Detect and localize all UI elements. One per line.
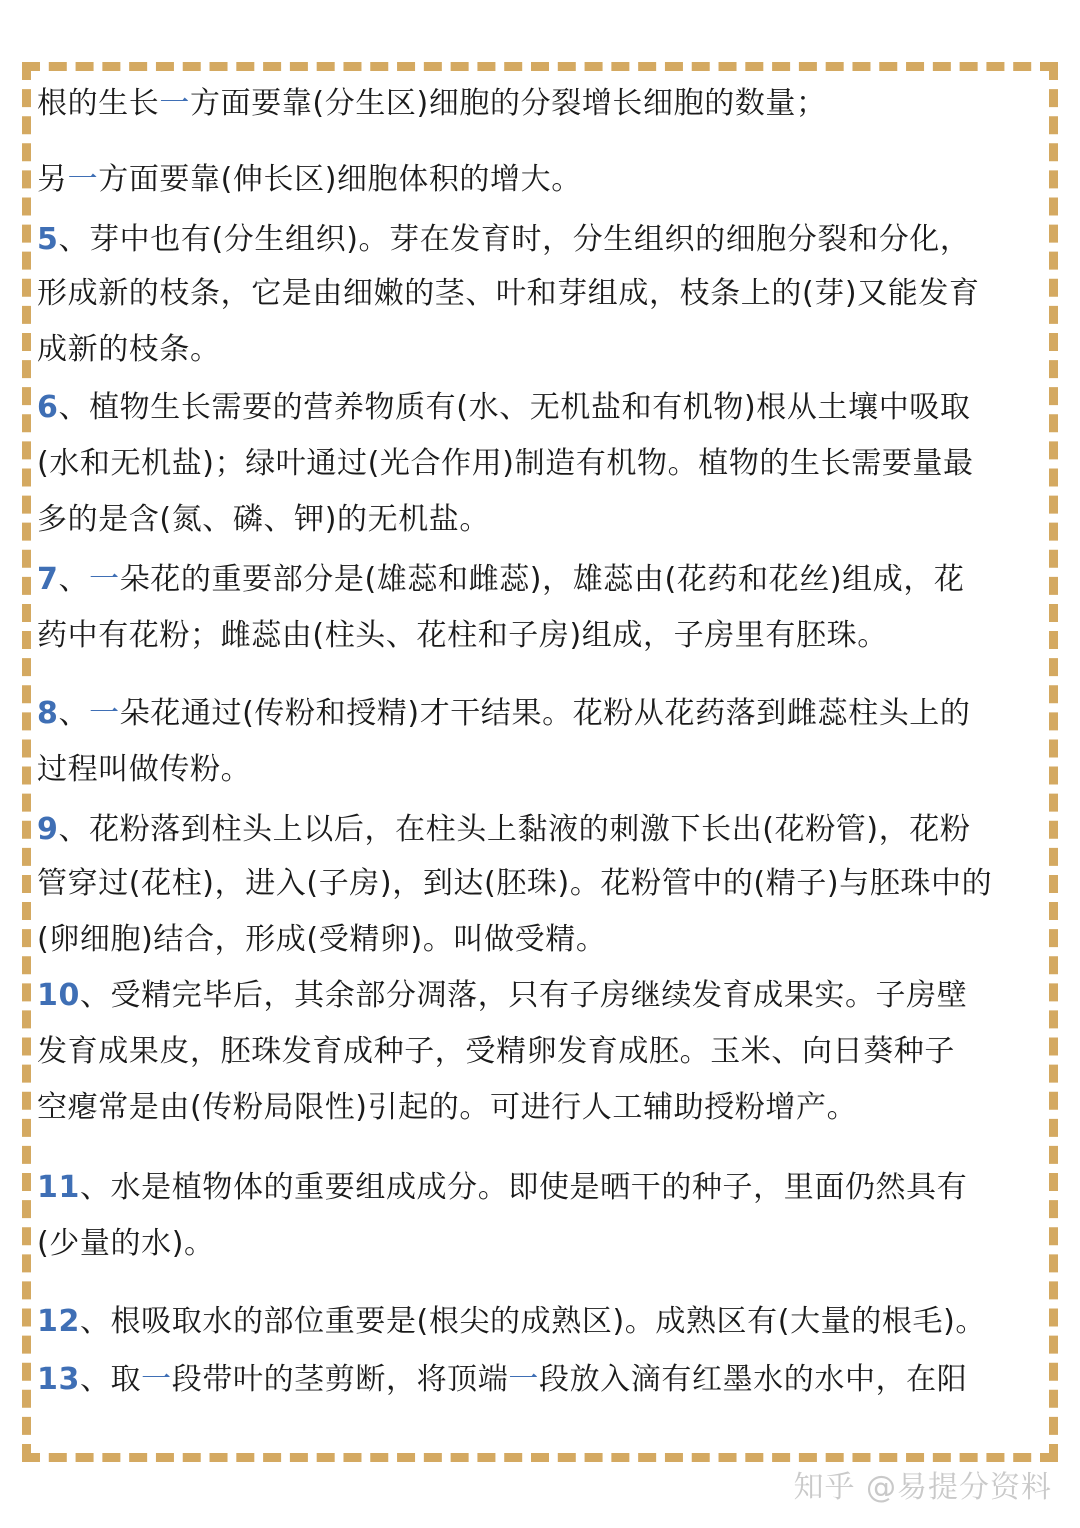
text-segment: 多的是含(氮、磷、钾)的无机盐。 xyxy=(37,502,491,537)
accent-dash: 一 xyxy=(89,696,120,731)
text-line xyxy=(37,1032,955,1072)
text-segment: 段带叶的茎剪断，将顶端 xyxy=(171,1362,509,1397)
text-segment: 成新的枝条。 xyxy=(37,332,221,367)
text-line xyxy=(37,1168,967,1208)
text-line xyxy=(37,1302,986,1342)
item-number: 10 xyxy=(37,978,80,1013)
text-line xyxy=(37,920,606,960)
text-segment: 、芽中也有(分生组织)。芽在发育时，分生组织的细胞分裂和分化， xyxy=(58,222,971,257)
text-segment: 药中有花粉；雌蕊由(柱头、花柱和子房)组成，子房里有胚珠。 xyxy=(37,618,888,653)
text-line xyxy=(37,976,967,1016)
text-segment: (水和无机盐)；绿叶通过(光合作用)制造有机物。植物的生长需要量最 xyxy=(37,446,974,481)
text-segment: 段放入滴有红墨水的水中，在阳 xyxy=(538,1362,968,1397)
text-line xyxy=(37,1224,215,1264)
item-number: 6 xyxy=(37,390,59,425)
accent-dash: 一 xyxy=(141,1362,172,1397)
text-line xyxy=(37,84,827,124)
text-line xyxy=(37,560,965,600)
text-segment: 朵花的重要部分是(雄蕊和雌蕊)，雄蕊由(花药和花丝)组成，花 xyxy=(119,562,965,597)
text-segment: 发育成果皮，胚珠发育成种子，受精卵发育成胚。玉米、向日葵种子 xyxy=(37,1034,955,1069)
text-segment: (卵细胞)结合，形成(受精卵)。叫做受精。 xyxy=(37,922,607,957)
text-line xyxy=(37,1088,857,1128)
text-segment: 根的生长 xyxy=(37,86,160,121)
text-segment: 、取 xyxy=(79,1362,142,1397)
item-number: 7 xyxy=(37,562,59,597)
text-line xyxy=(37,330,221,370)
item-number: 13 xyxy=(37,1362,80,1397)
item-number: 8 xyxy=(37,696,59,731)
accent-dash: 一 xyxy=(508,1362,539,1397)
text-segment: 空瘪常是由(传粉局限性)引起的。可进行人工辅助授粉增产。 xyxy=(37,1090,858,1125)
text-segment: 朵花通过(传粉和授精)才干结果。花粉从花药落到雌蕊柱头上的 xyxy=(119,696,971,731)
text-line xyxy=(37,694,971,734)
text-line xyxy=(37,616,888,656)
text-segment: 、花粉落到柱头上以后，在柱头上黏液的刺激下长出(花粉管)，花粉 xyxy=(58,812,971,847)
item-number: 9 xyxy=(37,812,59,847)
watermark: 知乎 @易提分资料 xyxy=(793,1470,1052,1505)
text-line xyxy=(37,444,974,484)
text-line xyxy=(37,388,971,428)
text-segment: 过程叫做传粉。 xyxy=(37,752,252,787)
text-segment: 、根吸取水的部位重要是(根尖的成熟区)。成熟区有(大量的根毛)。 xyxy=(79,1304,986,1339)
text-segment: 形成新的枝条，它是由细嫩的茎、叶和芽组成，枝条上的(芽)又能发育 xyxy=(37,276,980,311)
text-segment: 方面要靠(分生区)细胞的分裂增长细胞的数量； xyxy=(190,86,827,121)
text-line xyxy=(37,274,980,314)
text-line xyxy=(37,750,251,790)
text-segment: (少量的水)。 xyxy=(37,1226,215,1261)
text-segment: 、受精完毕后，其余部分凋落，只有子房继续发育成果实。子房壁 xyxy=(79,978,968,1013)
text-line xyxy=(37,160,582,200)
text-line xyxy=(37,220,971,260)
text-segment: 、水是植物体的重要组成成分。即使是晒干的种子，里面仍然具有 xyxy=(79,1170,968,1205)
text-segment: 、植物生长需要的营养物质有(水、无机盐和有机物)根从土壤中吸取 xyxy=(58,390,971,425)
accent-dash: 一 xyxy=(89,562,120,597)
item-number: 12 xyxy=(37,1304,80,1339)
text-line xyxy=(37,500,490,540)
text-line xyxy=(37,1360,967,1400)
item-number: 5 xyxy=(37,222,59,257)
text-segment: 、 xyxy=(58,696,90,731)
accent-dash: 一 xyxy=(67,162,99,197)
text-segment: 方面要靠(伸长区)细胞体积的增大。 xyxy=(98,162,582,197)
text-segment: 、 xyxy=(58,562,90,597)
text-line xyxy=(37,864,992,904)
accent-dash: 一 xyxy=(159,86,191,121)
text-segment: 管穿过(花柱)，进入(子房)，到达(胚珠)。花粉管中的(精子)与胚珠中的 xyxy=(37,866,993,901)
text-line xyxy=(37,810,971,850)
text-segment: 另 xyxy=(37,162,68,197)
item-number: 11 xyxy=(37,1170,80,1205)
